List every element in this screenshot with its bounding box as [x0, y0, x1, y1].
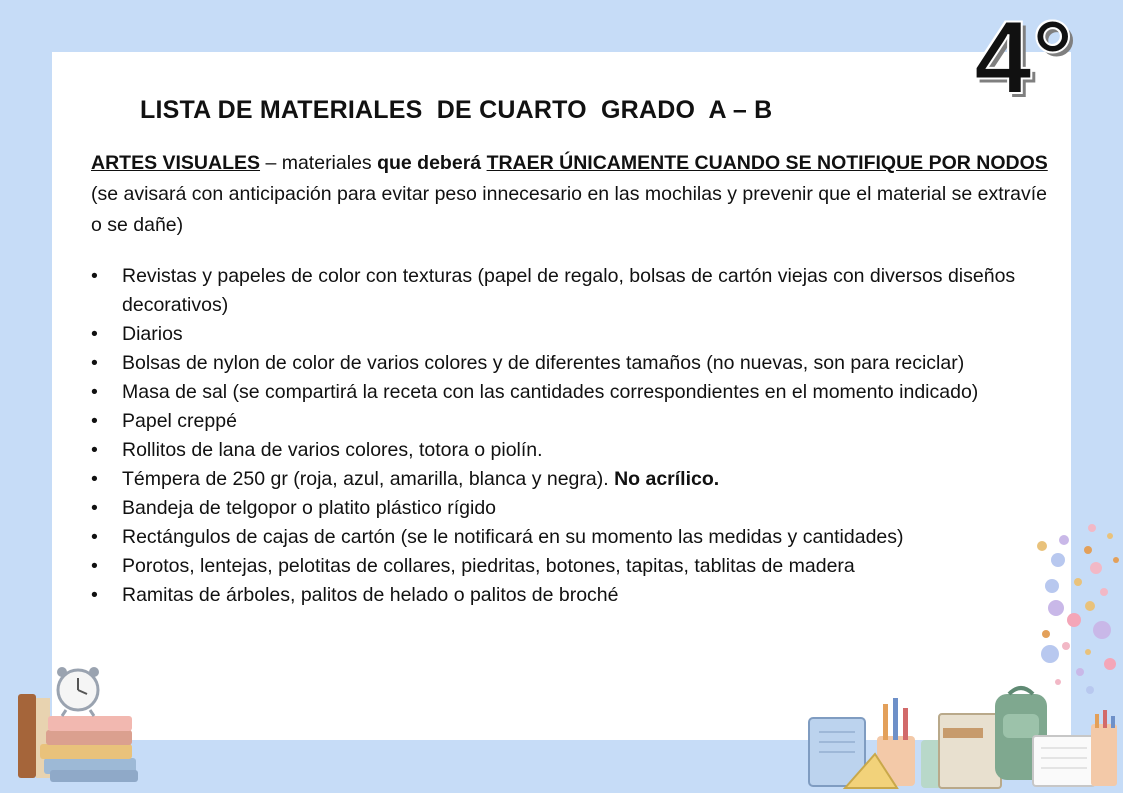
- list-item-text: Rollitos de lana de varios colores, totora o piolín.: [122, 439, 543, 461]
- intro-notice-text: TRAER ÚNICAMENTE CUANDO SE NOTIFIQUE POR NODOS: [486, 152, 1048, 174]
- list-item: [91, 465, 1046, 494]
- intro-paragraph: [91, 148, 1051, 241]
- materials-list: [91, 262, 1046, 610]
- intro-bold-text: que deberá: [377, 152, 482, 174]
- list-item: [91, 262, 1046, 320]
- list-item: [91, 349, 1046, 378]
- list-item-text: Revistas y papeles de color con texturas (papel de regalo, bolsas de cartón viejas con diversos diseños decorativos): [122, 265, 1016, 316]
- list-item-text: Diarios: [122, 323, 183, 345]
- list-item-text: Bandeja de telgopor o platito plástico rígido: [122, 497, 497, 519]
- list-item: [91, 581, 1046, 610]
- subject-name: ARTES VISUALES: [91, 152, 261, 174]
- list-item-text: Papel creppé: [122, 410, 237, 432]
- list-item-text: Porotos, lentejas, pelotitas de collares, piedritas, botones, tapitas, tablitas de madera: [122, 555, 855, 577]
- school-supplies-illustration: [805, 684, 1121, 790]
- books-clock-illustration: [14, 660, 140, 788]
- list-item: [91, 378, 1046, 407]
- list-item-text: Ramitas de árboles, palitos de helado o palitos de broché: [122, 584, 619, 606]
- grade-badge: 4°: [974, 0, 1074, 116]
- list-item: [91, 523, 1046, 552]
- list-item: [91, 436, 1046, 465]
- intro-rest-text: (se avisará con anticipación para evitar peso innecesario en las mochilas y prevenir que el material se extravíe o se dañe): [91, 183, 1047, 236]
- list-item: [91, 407, 1046, 436]
- list-item-text: Témpera de 250 gr (roja, azul, amarilla, blanca y negra).: [122, 468, 615, 490]
- list-item-text: Rectángulos de cajas de cartón (se le notificará en su momento las medidas y cantidades): [122, 526, 904, 548]
- list-item: [91, 494, 1046, 523]
- list-item: [91, 320, 1046, 349]
- intro-dash-text: – materiales: [260, 152, 378, 174]
- list-item: [91, 552, 1046, 581]
- page-title: LISTA DE MATERIALES DE CUARTO GRADO A – B: [140, 96, 773, 124]
- confetti-dots: [1030, 520, 1122, 710]
- list-item-text: Bolsas de nylon de color de varios colores y de diferentes tamaños (no nuevas, son para reciclar): [122, 352, 965, 374]
- list-item-emphasis: No acrílico.: [614, 468, 720, 490]
- list-item-text: Masa de sal (se compartirá la receta con las cantidades correspondientes en el momento indicado): [122, 381, 979, 403]
